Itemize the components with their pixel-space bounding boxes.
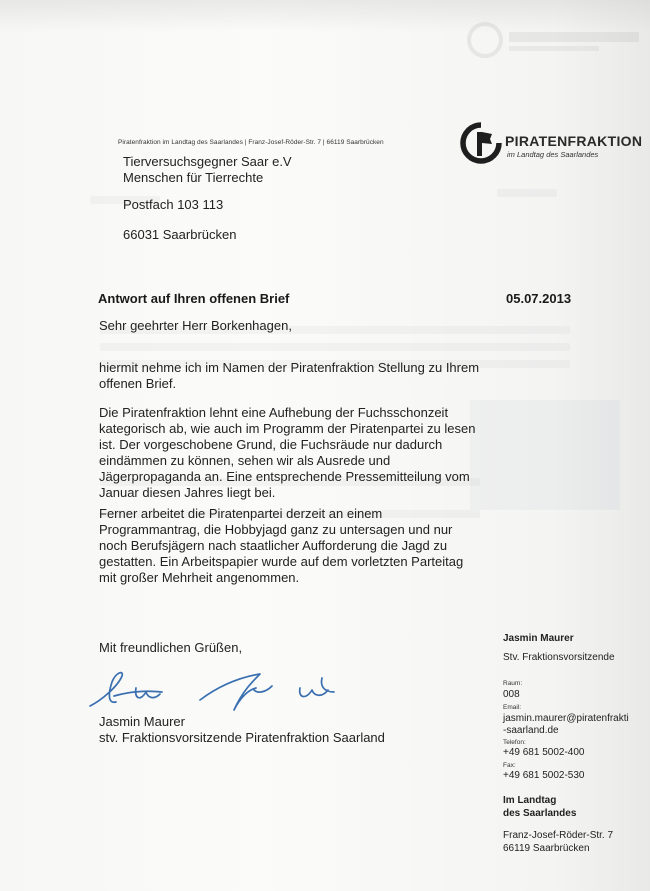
show-through-logo	[465, 20, 645, 60]
sender-return-address: Piratenfraktion im Landtag des Saarlandes | Franz-Josef-Röder-Str. 7 | 66119 Saarbrücken	[118, 139, 384, 146]
logo-wordmark: PIRATENFRAKTION	[505, 133, 643, 149]
handwritten-signature	[88, 668, 358, 720]
room-label: Raum:	[503, 680, 523, 687]
phone-label: Telefon:	[503, 739, 526, 746]
fax-number: +49 681 5002-530	[503, 770, 585, 781]
letter-date: 05.07.2013	[506, 291, 572, 306]
contact-name: Jasmin Maurer	[503, 633, 574, 644]
paragraph-intro: hiermit nehme ich im Namen der Piratenfraktion Stellung zu Ihrem offenen Brief.	[99, 360, 480, 391]
signer-name: Jasmin Maurer	[99, 714, 185, 729]
logo-subtitle: im Landtag des Saarlandes	[507, 150, 599, 159]
letter-subject: Antwort auf Ihren offenen Brief	[98, 291, 290, 306]
signer-title: stv. Fraktionsvorsitzende Piratenfraktion Saarland	[99, 730, 385, 745]
closing-phrase: Mit freundlichen Grüßen,	[99, 640, 243, 655]
email-label: Email:	[503, 704, 522, 711]
recipient-subtitle: Menschen für Tierrechte	[123, 170, 264, 185]
org-street: Franz-Josef-Röder-Str. 7	[503, 830, 614, 841]
recipient-city: 66031 Saarbrücken	[123, 227, 237, 242]
recipient-name: Tierversuchsgegner Saar e.V	[123, 154, 292, 169]
room-number: 008	[503, 689, 520, 700]
org-city: 66119 Saarbrücken	[503, 843, 590, 854]
recipient-pobox: Postfach 103 113	[123, 197, 224, 212]
paragraph-position: Die Piratenfraktion lehnt eine Aufhebung der Fuchsschonzeit kategorisch ab, wie auch im Programm der Piratenpartei zu lesen ist. Der vorgeschobene Grund, die Fuchsräude nur dadurch eindämmen zu können, sehen wir als Ausrede und Jägerpropaganda an. Eine entsprechende Pressemitteilung vom Januar diesen Jahres liegt bei.	[99, 405, 476, 500]
org-line-2: des Saarlandes	[503, 808, 577, 819]
contact-role: Stv. Fraktionsvorsitzende	[503, 652, 615, 663]
org-line-1: Im Landtag	[503, 795, 557, 806]
salutation: Sehr geehrter Herr Borkenhagen,	[99, 318, 292, 333]
pirate-logo-icon	[460, 122, 502, 166]
phone-number: +49 681 5002-400	[503, 747, 585, 758]
email-line-2: -saarland.de	[503, 725, 559, 736]
fax-label: Fax:	[503, 762, 516, 769]
paragraph-program: Ferner arbeitet die Piratenpartei derzeit an einem Programmantrag, die Hobbyjagd ganz zu untersagen und nur noch Berufsjägern nach staatlicher Aufforderung die Jagd zu gestatten. Ein Arbeitspapier wurde auf dem vorletzten Parteitag mit großer Mehrheit angenommen.	[99, 506, 464, 585]
email-line-1: jasmin.maurer@piratenfrakti	[503, 713, 629, 724]
show-through-block	[470, 400, 620, 510]
